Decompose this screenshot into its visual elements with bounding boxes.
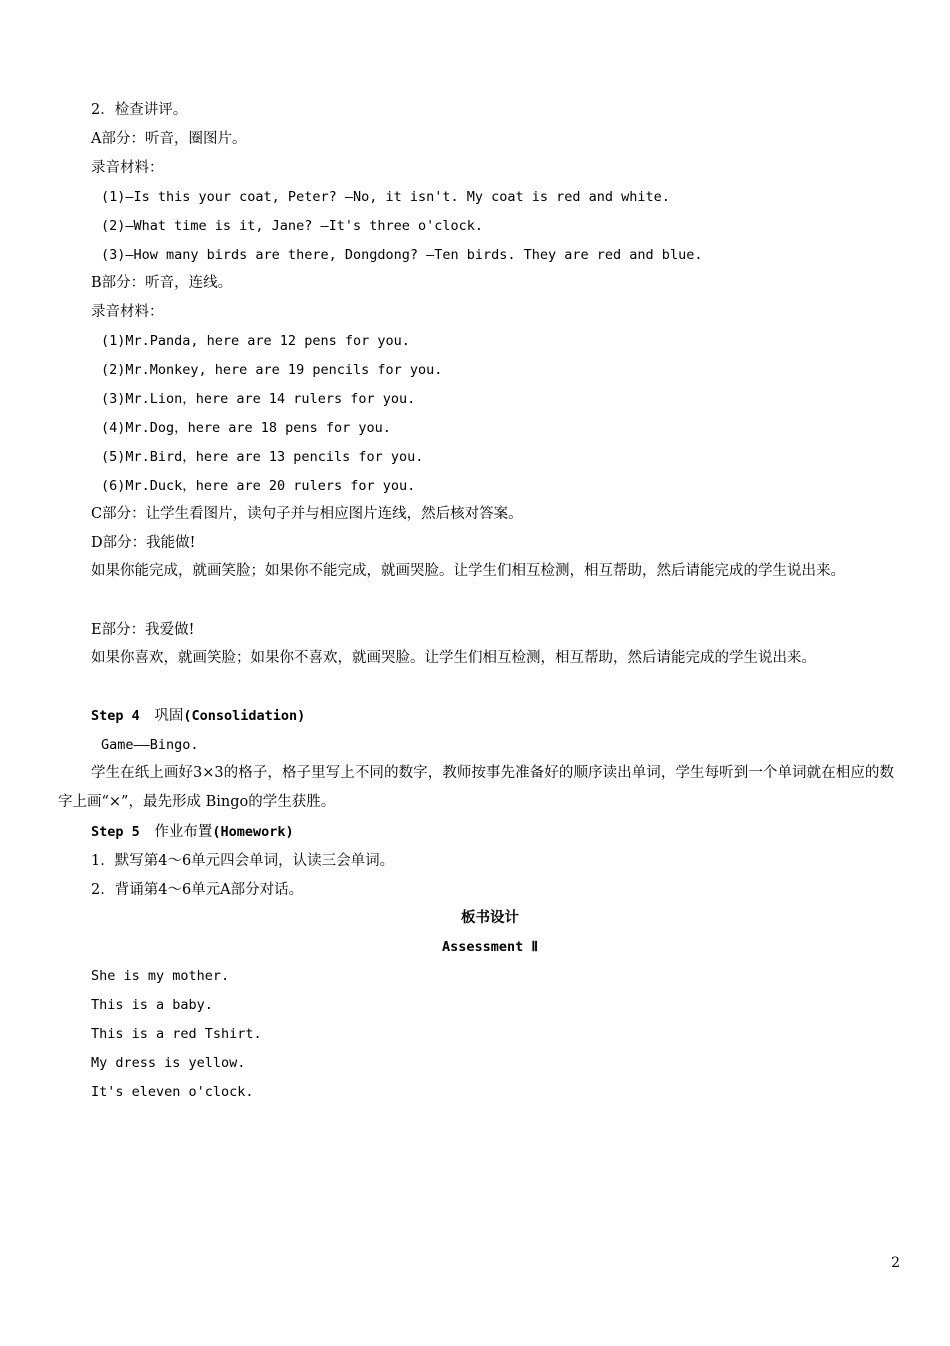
board-sentence-3: This is a red Tshirt. <box>91 1026 262 1042</box>
step-5-label: Step 5 <box>91 824 140 840</box>
board-sentence-4: My dress is yellow. <box>91 1055 246 1071</box>
script-line-a2: (2)—What time is it, Jane? —It's three o'clock. <box>101 218 484 234</box>
part-e-heading: E部分：我爱做! <box>91 622 195 638</box>
script-line-b6: (6)Mr.Duck，here are 20 rulers for you. <box>101 478 416 494</box>
step-4-label: Step 4 <box>91 708 140 724</box>
bingo-paragraph: 学生在纸上画好3×3的格子，格子里写上不同的数字，教师按事先准备好的顺序读出单词，学生每听到一个单词就在相应的数字上画“×”，最先形成 Bingo的学生获胜。 <box>58 765 894 810</box>
board-design-heading: 板书设计 <box>461 909 519 926</box>
script-line-a1: (1)—Is this your coat, Peter? —No, it isn't. My coat is red and white. <box>101 189 670 205</box>
script-line-a3: (3)—How many birds are there, Dongdong? —Ten birds. They are red and blue. <box>101 247 703 263</box>
page-number: 2 <box>891 1255 900 1271</box>
recording-label-a: 录音材料： <box>91 160 164 176</box>
script-line-b4: (4)Mr.Dog，here are 18 pens for you. <box>101 420 391 436</box>
step-5-title-en: (Homework) <box>212 824 294 840</box>
board-design-subheading: Assessment Ⅱ <box>441 939 539 955</box>
part-c-instruction: C部分：让学生看图片，读句子并与相应图片连线，然后核对答案。 <box>91 506 523 522</box>
script-line-b3: (3)Mr.Lion，here are 14 rulers for you. <box>101 391 416 407</box>
part-b-instruction: B部分：听音，连线。 <box>91 275 233 291</box>
part-e-paragraph: 如果你喜欢，就画笑脸；如果你不喜欢，就画哭脸。让学生们相互检测，相互帮助，然后请能完成的学生说出来。 <box>91 650 816 666</box>
part-d-heading: D部分：我能做! <box>91 535 196 551</box>
part-d-paragraph: 如果你能完成，就画笑脸；如果你不能完成，就画哭脸。让学生们相互检测，相互帮助，然后请能完成的学生说出来。 <box>91 563 845 579</box>
recording-label-b: 录音材料： <box>91 304 164 320</box>
script-line-b1: (1)Mr.Panda, here are 12 pens for you. <box>101 333 410 349</box>
game-line: Game——Bingo. <box>101 737 199 753</box>
script-line-b5: (5)Mr.Bird，here are 13 pencils for you. <box>101 449 424 465</box>
step-5-heading <box>91 822 901 842</box>
step-4-title-en: (Consolidation) <box>183 708 306 724</box>
board-sentence-5: It's eleven o'clock. <box>91 1084 254 1100</box>
board-sentence-1: She is my mother. <box>91 968 230 984</box>
homework-item-2: 2．背诵第4～6单元A部分对话。 <box>91 882 304 898</box>
step-4-heading <box>91 706 901 726</box>
part-a-instruction: A部分：听音，圈图片。 <box>91 131 247 147</box>
board-sentence-2: This is a baby. <box>91 997 213 1013</box>
check-review-heading: 2．检查讲评。 <box>91 102 188 118</box>
script-line-b2: (2)Mr.Monkey, here are 19 pencils for you. <box>101 362 443 378</box>
homework-item-1: 1．默写第4～6单元四会单词，认读三会单词。 <box>91 853 395 869</box>
step-5-title-cn: 作业布置 <box>154 824 213 840</box>
step-4-title-cn: 巩固 <box>154 708 184 724</box>
